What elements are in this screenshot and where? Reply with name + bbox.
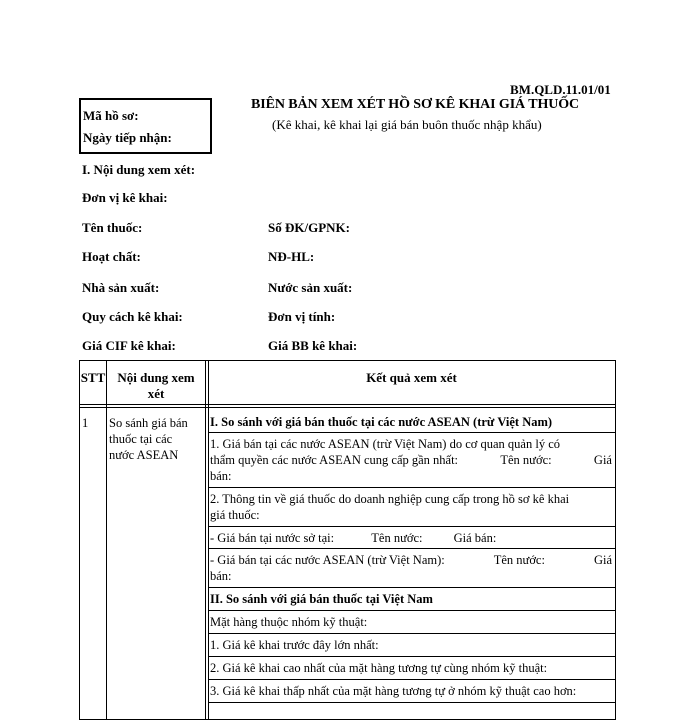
result-divider: [209, 432, 615, 433]
field-wholesale-price: Giá BB kê khai:: [268, 338, 358, 353]
row-stt: 1: [82, 416, 89, 430]
result-heading-vietnam: II. So sánh với giá bán thuốc tại Việt Nam: [210, 592, 433, 606]
field-registration-number: Số ĐK/GPNK:: [268, 220, 350, 235]
result-p2a-home-price: - Giá bán tại nước sở tại:: [210, 531, 335, 545]
result-p2-line1: 2. Thông tin về giá thuốc do doanh nghiệp cung cấp trong hồ sơ kê khai: [210, 492, 570, 506]
table-divider: [106, 361, 107, 719]
document-subtitle: (Kê khai, kê khai lại giá bán buôn thuốc nhập khẩu): [272, 117, 542, 132]
result-p2b-line2: bán:: [210, 569, 232, 583]
result-divider: [209, 526, 615, 527]
result-divider: [209, 702, 615, 703]
header-review-content-line1: Nội dung xem: [117, 370, 195, 385]
result-p1-line2: [210, 452, 612, 468]
row-content-line2: thuốc tại các: [109, 432, 173, 446]
result-p1-line1: 1. Giá bán tại các nước ASEAN (trừ Việt Nam) do cơ quan quản lý có: [210, 437, 560, 451]
header-review-content: [106, 370, 206, 402]
field-manufacturer: Nhà sản xuất:: [82, 280, 160, 295]
result-divider: [209, 610, 615, 611]
header-review-result: Kết quả xem xét: [366, 370, 457, 385]
record-number-label: Mã hồ sơ:: [83, 108, 139, 123]
result-p2b-price-label: Giá: [593, 553, 612, 567]
result-p2-line2: giá thuốc:: [210, 508, 260, 522]
result-p1-line3: bán:: [210, 469, 232, 483]
table-divider: [208, 361, 209, 719]
field-active-ingredient: Hoạt chất:: [82, 249, 141, 264]
table-header-divider: [80, 404, 615, 405]
result-highest-similar-price: 2. Giá kê khai cao nhất của mặt hàng tương tự cùng nhóm kỹ thuật:: [210, 661, 548, 675]
result-p1-authority: thẩm quyền các nước ASEAN cung cấp gần nhất:: [210, 453, 459, 467]
section-review-content: I. Nội dung xem xét:: [82, 162, 196, 177]
result-p2b-country-label: Tên nước:: [493, 553, 545, 567]
received-date-label: Ngày tiếp nhận:: [83, 130, 172, 145]
row-content-line1: So sánh giá bán: [109, 416, 188, 430]
result-p1-country-label: Tên nước:: [500, 453, 552, 467]
result-p2b-asean-price: - Giá bán tại các nước ASEAN (trừ Việt Nam):: [210, 553, 445, 567]
result-technical-group: Mặt hàng thuộc nhóm kỹ thuật:: [210, 615, 368, 629]
result-divider: [209, 548, 615, 549]
table-header-divider: [80, 407, 615, 408]
document-code: BM.QLD.11.01/01: [510, 82, 611, 97]
result-p1-price-label: Giá: [593, 453, 612, 467]
document-title: BIÊN BẢN XEM XÉT HỒ SƠ KÊ KHAI GIÁ THUỐC: [251, 97, 580, 112]
result-divider: [209, 679, 615, 680]
result-p2a: [210, 530, 612, 546]
header-review-content-line2: xét: [147, 386, 165, 401]
header-stt: STT: [80, 370, 106, 385]
result-divider: [209, 656, 615, 657]
result-divider: [209, 487, 615, 488]
field-concentration: NĐ-HL:: [268, 249, 315, 264]
result-divider: [209, 587, 615, 588]
table-divider: [205, 361, 206, 719]
field-unit-of-measure: Đơn vị tính:: [268, 309, 336, 324]
result-lowest-higher-group-price: 3. Giá kê khai thấp nhất của mặt hàng tương tự ở nhóm kỹ thuật cao hơn:: [210, 684, 577, 698]
field-cif-price: Giá CIF kê khai:: [82, 338, 176, 353]
result-previous-max-price: 1. Giá kê khai trước đây lớn nhất:: [210, 638, 379, 652]
record-id-box: [79, 98, 212, 154]
result-p2b-line1: [210, 552, 612, 568]
result-heading-asean: I. So sánh với giá bán thuốc tại các nước ASEAN (trừ Việt Nam): [210, 415, 553, 429]
result-divider: [209, 633, 615, 634]
field-declared-specification: Quy cách kê khai:: [82, 309, 183, 324]
field-declaring-unit: Đơn vị kê khai:: [82, 190, 168, 205]
review-table: [79, 360, 616, 720]
row-content-line3: nước ASEAN: [109, 448, 179, 462]
result-p2a-price-label: Giá bán:: [453, 531, 497, 545]
result-p2a-country-label: Tên nước:: [371, 531, 423, 545]
row-review-content: [109, 415, 204, 463]
field-country-of-manufacture: Nước sản xuất:: [268, 280, 353, 295]
field-drug-name: Tên thuốc:: [82, 220, 143, 235]
